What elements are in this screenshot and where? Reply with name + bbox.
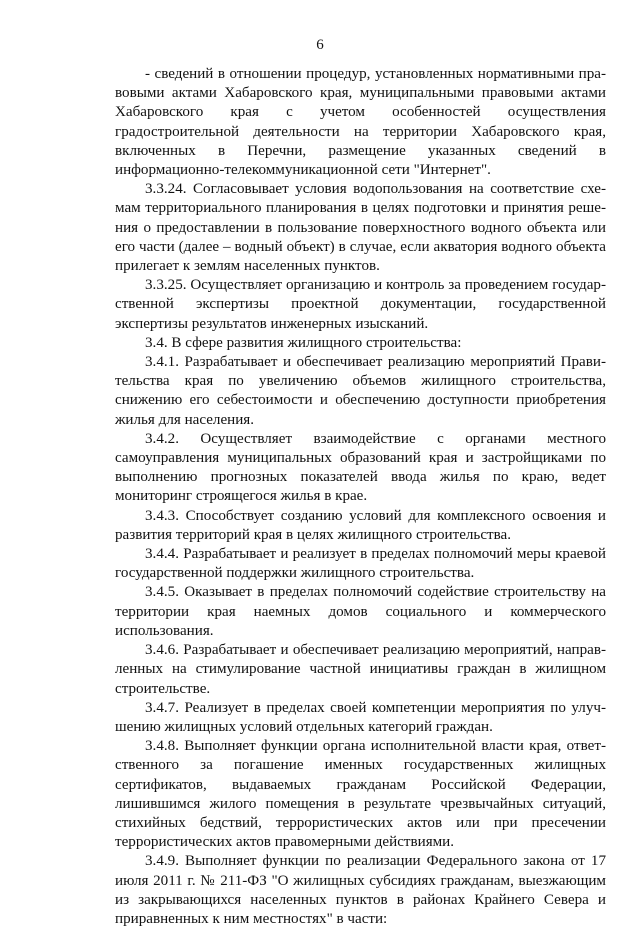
paragraph: 3.4.4. Разрабатывает и реализует в пределах полномочий меры краевой государственной поддержки жилищного строительства. xyxy=(115,546,606,582)
paragraph: 3.4.9. Выполняет функции по реализации Федерального закона от 17 июля 2011 г. № 211-ФЗ "О жилищных субсидиях гражданам, выезжающим из закрывающихся населенных пунктов в районах Крайнего Севера и приравненных к ним местностях" в части: xyxy=(115,853,606,927)
paragraph: - сведений в отношении процедур, установленных нормативными правовыми актами Хабаровского края, муниципальными правовыми актами Хабаровского края с учетом особенностей осуществления градостроительной деятельности на территории Хабаровского края, включенных в Перечни, размещение указанных сведений в информационно-телекоммуникационной сети "Интернет". xyxy=(115,66,606,179)
paragraph: 3.3.25. Осуществляет организацию и контроль за проведением государственной экспертизы проектной документации, государственной экспертизы результатов инженерных изысканий. xyxy=(115,277,606,332)
paragraph: 3.3.24. Согласовывает условия водопользования на соответствие схемам территориального планирования в целях подготовки и принятия решения о предоставлении в пользование поверхностного водного объекта или его части (далее – водный объект) в случае, если акватория водного объекта прилегает к землям населенных пунктов. xyxy=(115,181,606,275)
paragraph: 3.4.7. Реализует в пределах своей компетенции мероприятия по улучшению жилищных условий отдельных категорий граждан. xyxy=(115,699,606,735)
document-body xyxy=(115,65,606,929)
page-number: 6 xyxy=(316,37,324,53)
paragraph: 3.4.6. Разрабатывает и обеспечивает реализацию мероприятий, направленных на стимулирование частной инициативы граждан в жилищном строительстве. xyxy=(115,642,606,697)
paragraph: 3.4.8. Выполняет функции органа исполнительной власти края, ответственного за погашение именных государственных жилищных сертификатов, выдаваемых гражданам Российской Федерации, лишившимся жилого помещения в результате чрезвычайных ситуаций, стихийных бедствий, террористических актов или при пресечении террористических актов правомерными действиями. xyxy=(115,738,606,851)
paragraph: 3.4.2. Осуществляет взаимодействие с органами местного самоуправления муниципальных образований края и застройщиками по выполнению прогнозных показателей ввода жилья по краю, ведет мониторинг строящегося жилья в крае. xyxy=(115,430,606,505)
paragraph: 3.4.3. Способствует созданию условий для комплексного освоения и развития территорий края в целях жилищного строительства. xyxy=(115,507,606,543)
paragraph: 3.4.1. Разрабатывает и обеспечивает реализацию мероприятий Правительства края по увеличению объемов жилищного строительства, снижению его себестоимости и обеспечению доступности приобретения жилья для населения. xyxy=(115,354,606,428)
paragraph: 3.4.5. Оказывает в пределах полномочий содействие строительству на территории края наемных домов социального и коммерческого использования. xyxy=(115,584,606,639)
paragraph: 3.4. В сфере развития жилищного строительства: xyxy=(145,334,462,351)
